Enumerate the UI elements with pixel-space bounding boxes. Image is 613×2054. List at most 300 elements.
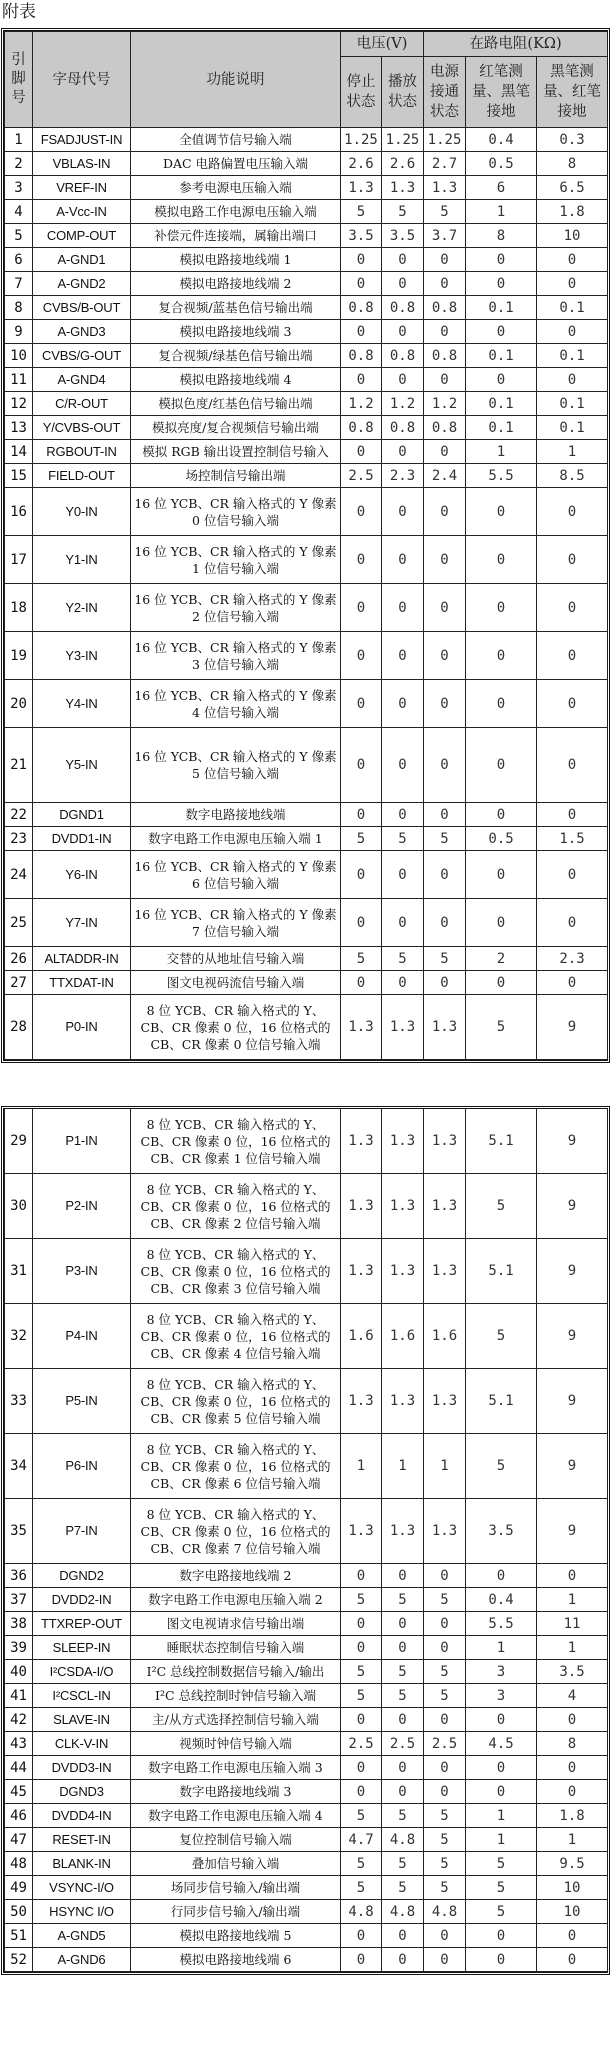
black-probe-resistance-cell: 0 — [537, 1948, 608, 1972]
pin-number-cell: 42 — [5, 1708, 33, 1732]
stop-voltage-cell: 5 — [341, 1876, 382, 1900]
red-probe-resistance-cell: 5 — [466, 995, 537, 1060]
black-probe-resistance-cell: 0 — [537, 632, 608, 680]
letter-code-cell: C/R-OUT — [33, 392, 131, 416]
table-row — [5, 1239, 608, 1304]
pin-number-cell: 7 — [5, 272, 33, 296]
table-row — [5, 827, 608, 851]
letter-code-cell: DGND2 — [33, 1564, 131, 1588]
table-row — [5, 464, 608, 488]
black-probe-resistance-cell: 0 — [537, 1756, 608, 1780]
black-probe-resistance-cell: 1.8 — [537, 1804, 608, 1828]
red-probe-resistance-cell: 0 — [466, 680, 537, 728]
letter-code-cell: A-GND2 — [33, 272, 131, 296]
red-probe-resistance-cell: 0 — [466, 728, 537, 803]
pin-number-cell: 50 — [5, 1900, 33, 1924]
function-description-cell: 16 位 YCB、CR 输入格式的 Y 像素 4 位信号输入端 — [131, 680, 341, 728]
play-voltage-cell: 2.5 — [382, 1732, 424, 1756]
stop-voltage-cell: 0 — [341, 1756, 382, 1780]
play-voltage-cell: 1.2 — [382, 392, 424, 416]
red-probe-resistance-cell: 0 — [466, 632, 537, 680]
table-row — [5, 971, 608, 995]
black-probe-resistance-cell: 0 — [537, 320, 608, 344]
table-row — [5, 1499, 608, 1564]
letter-code-cell: P3-IN — [33, 1239, 131, 1304]
black-probe-resistance-cell: 0.1 — [537, 344, 608, 368]
black-probe-resistance-cell: 3.5 — [537, 1660, 608, 1684]
black-probe-resistance-cell: 0 — [537, 272, 608, 296]
play-voltage-cell: 5 — [382, 1804, 424, 1828]
power-on-resistance-cell: 2.5 — [424, 1732, 466, 1756]
power-on-resistance-cell: 0 — [424, 1780, 466, 1804]
red-probe-resistance-cell: 0 — [466, 584, 537, 632]
table-row — [5, 296, 608, 320]
letter-code-cell: P7-IN — [33, 1499, 131, 1564]
red-probe-resistance-cell: 0.1 — [466, 344, 537, 368]
red-probe-resistance-cell: 0 — [466, 488, 537, 536]
stop-voltage-cell: 0 — [341, 368, 382, 392]
pin-number-cell: 46 — [5, 1804, 33, 1828]
letter-code-cell: SLAVE-IN — [33, 1708, 131, 1732]
stop-voltage-cell: 0 — [341, 1780, 382, 1804]
function-description-cell: 8 位 YCB、CR 输入格式的 Y、CB、CR 像素 0 位，16 位格式的 CB、CR 像素 3 位信号输入端 — [131, 1239, 341, 1304]
table-row — [5, 1304, 608, 1369]
play-voltage-cell: 0 — [382, 1612, 424, 1636]
stop-voltage-cell: 0 — [341, 272, 382, 296]
letter-code-cell: P6-IN — [33, 1434, 131, 1499]
function-description-cell: 16 位 YCB、CR 输入格式的 Y 像素 5 位信号输入端 — [131, 728, 341, 803]
power-on-resistance-cell: 0 — [424, 1948, 466, 1972]
function-description-cell: 8 位 YCB、CR 输入格式的 Y、CB、CR 像素 0 位，16 位格式的 CB、CR 像素 6 位信号输入端 — [131, 1434, 341, 1499]
black-probe-resistance-cell: 9 — [537, 1239, 608, 1304]
red-probe-resistance-cell: 5 — [466, 1434, 537, 1499]
black-probe-resistance-cell: 9 — [537, 1369, 608, 1434]
pin-number-cell: 3 — [5, 176, 33, 200]
black-probe-resistance-cell: 0.3 — [537, 128, 608, 152]
stop-voltage-cell: 0 — [341, 1948, 382, 1972]
pin-table — [4, 31, 608, 1060]
black-probe-resistance-cell: 0 — [537, 1708, 608, 1732]
black-probe-resistance-cell: 0 — [537, 584, 608, 632]
stop-voltage-cell: 2.5 — [341, 1732, 382, 1756]
letter-code-cell: Y1-IN — [33, 536, 131, 584]
function-description-cell: 视频时钟信号输入端 — [131, 1732, 341, 1756]
function-description-cell: 场控制信号输出端 — [131, 464, 341, 488]
power-on-resistance-cell: 0.8 — [424, 296, 466, 320]
function-description-cell: 8 位 YCB、CR 输入格式的 Y、CB、CR 像素 0 位，16 位格式的 CB、CR 像素 7 位信号输入端 — [131, 1499, 341, 1564]
letter-code-cell: Y4-IN — [33, 680, 131, 728]
letter-code-cell: Y6-IN — [33, 851, 131, 899]
pin-number-cell: 6 — [5, 248, 33, 272]
letter-code-cell: P5-IN — [33, 1369, 131, 1434]
black-probe-resistance-cell: 9 — [537, 1499, 608, 1564]
red-probe-resistance-cell: 3 — [466, 1684, 537, 1708]
power-on-resistance-cell: 0 — [424, 368, 466, 392]
table-row — [5, 947, 608, 971]
pin-number-cell: 24 — [5, 851, 33, 899]
function-description-cell: 模拟色度/红基色信号输出端 — [131, 392, 341, 416]
red-probe-resistance-cell: 0 — [466, 851, 537, 899]
power-on-resistance-cell: 0 — [424, 1636, 466, 1660]
play-voltage-cell: 0 — [382, 1564, 424, 1588]
pin-number-cell: 8 — [5, 296, 33, 320]
power-on-resistance-cell: 0 — [424, 1612, 466, 1636]
pin-table-page-1 — [1, 28, 610, 1063]
power-on-resistance-cell: 1.3 — [424, 1499, 466, 1564]
pin-number-cell: 31 — [5, 1239, 33, 1304]
pin-number-cell: 40 — [5, 1660, 33, 1684]
letter-code-cell: TTXDAT-IN — [33, 971, 131, 995]
letter-code-cell: P0-IN — [33, 995, 131, 1060]
stop-voltage-cell: 5 — [341, 947, 382, 971]
header-pin-number: 引脚号 — [5, 32, 33, 128]
black-probe-resistance-cell: 0 — [537, 899, 608, 947]
black-probe-resistance-cell: 1 — [537, 1588, 608, 1612]
pin-number-cell: 1 — [5, 128, 33, 152]
letter-code-cell: A-GND5 — [33, 1924, 131, 1948]
letter-code-cell: RGBOUT-IN — [33, 440, 131, 464]
pin-number-cell: 5 — [5, 224, 33, 248]
red-probe-resistance-cell: 1 — [466, 440, 537, 464]
black-probe-resistance-cell: 2.3 — [537, 947, 608, 971]
play-voltage-cell: 1.3 — [382, 995, 424, 1060]
power-on-resistance-cell: 5 — [424, 1852, 466, 1876]
table-row — [5, 851, 608, 899]
function-description-cell: 模拟亮度/复合视频信号输出端 — [131, 416, 341, 440]
table-row — [5, 176, 608, 200]
black-probe-resistance-cell: 0 — [537, 248, 608, 272]
red-probe-resistance-cell: 0 — [466, 1924, 537, 1948]
power-on-resistance-cell: 4.8 — [424, 1900, 466, 1924]
red-probe-resistance-cell: 5.1 — [466, 1239, 537, 1304]
power-on-resistance-cell: 0 — [424, 728, 466, 803]
pin-number-cell: 49 — [5, 1876, 33, 1900]
function-description-cell: 16 位 YCB、CR 输入格式的 Y 像素 3 位信号输入端 — [131, 632, 341, 680]
function-description-cell: 模拟电路接地线端 3 — [131, 320, 341, 344]
function-description-cell: 行同步信号输入/输出端 — [131, 1900, 341, 1924]
function-description-cell: 交替的从地址信号输入端 — [131, 947, 341, 971]
table-row — [5, 995, 608, 1060]
play-voltage-cell: 1.25 — [382, 128, 424, 152]
power-on-resistance-cell: 3.7 — [424, 224, 466, 248]
black-probe-resistance-cell: 10 — [537, 1876, 608, 1900]
stop-voltage-cell: 0 — [341, 680, 382, 728]
letter-code-cell: HSYNC I/O — [33, 1900, 131, 1924]
letter-code-cell: RESET-IN — [33, 1828, 131, 1852]
red-probe-resistance-cell: 1 — [466, 1636, 537, 1660]
letter-code-cell: VBLAS-IN — [33, 152, 131, 176]
power-on-resistance-cell: 2.4 — [424, 464, 466, 488]
letter-code-cell: P4-IN — [33, 1304, 131, 1369]
pin-number-cell: 9 — [5, 320, 33, 344]
play-voltage-cell: 0 — [382, 1780, 424, 1804]
letter-code-cell: A-GND4 — [33, 368, 131, 392]
red-probe-resistance-cell: 0 — [466, 272, 537, 296]
play-voltage-cell: 0 — [382, 272, 424, 296]
red-probe-resistance-cell: 0 — [466, 1780, 537, 1804]
pin-number-cell: 30 — [5, 1174, 33, 1239]
table-row — [5, 488, 608, 536]
letter-code-cell: DGND3 — [33, 1780, 131, 1804]
red-probe-resistance-cell: 0.4 — [466, 1588, 537, 1612]
stop-voltage-cell: 0 — [341, 1636, 382, 1660]
red-probe-resistance-cell: 8 — [466, 224, 537, 248]
red-probe-resistance-cell: 0 — [466, 1948, 537, 1972]
pin-number-cell: 19 — [5, 632, 33, 680]
power-on-resistance-cell: 0 — [424, 1708, 466, 1732]
play-voltage-cell: 0 — [382, 1756, 424, 1780]
table-row — [5, 152, 608, 176]
table-row — [5, 1660, 608, 1684]
letter-code-cell: SLEEP-IN — [33, 1636, 131, 1660]
red-probe-resistance-cell: 0 — [466, 320, 537, 344]
stop-voltage-cell: 0 — [341, 488, 382, 536]
function-description-cell: 模拟 RGB 输出设置控制信号输入 — [131, 440, 341, 464]
play-voltage-cell: 0 — [382, 1636, 424, 1660]
table-row — [5, 1828, 608, 1852]
stop-voltage-cell: 1.3 — [341, 995, 382, 1060]
play-voltage-cell: 0 — [382, 1708, 424, 1732]
red-probe-resistance-cell: 0 — [466, 248, 537, 272]
pin-number-cell: 18 — [5, 584, 33, 632]
power-on-resistance-cell: 5 — [424, 1804, 466, 1828]
letter-code-cell: I²CSCL-IN — [33, 1684, 131, 1708]
stop-voltage-cell: 0.8 — [341, 416, 382, 440]
pin-number-cell: 34 — [5, 1434, 33, 1499]
pin-number-cell: 23 — [5, 827, 33, 851]
pin-number-cell: 48 — [5, 1852, 33, 1876]
pin-number-cell: 2 — [5, 152, 33, 176]
function-description-cell: 数字电路工作电源电压输入端 2 — [131, 1588, 341, 1612]
power-on-resistance-cell: 5 — [424, 1588, 466, 1612]
letter-code-cell: FSADJUST-IN — [33, 128, 131, 152]
black-probe-resistance-cell: 9 — [537, 1174, 608, 1239]
play-voltage-cell: 0 — [382, 1948, 424, 1972]
table-row — [5, 1636, 608, 1660]
stop-voltage-cell: 1.2 — [341, 392, 382, 416]
play-voltage-cell: 0 — [382, 728, 424, 803]
black-probe-resistance-cell: 9 — [537, 1109, 608, 1174]
power-on-resistance-cell: 0 — [424, 536, 466, 584]
stop-voltage-cell: 0 — [341, 899, 382, 947]
pin-number-cell: 13 — [5, 416, 33, 440]
function-description-cell: 数字电路接地线端 — [131, 803, 341, 827]
red-probe-resistance-cell: 1 — [466, 200, 537, 224]
black-probe-resistance-cell: 0 — [537, 680, 608, 728]
table-row — [5, 128, 608, 152]
pin-number-cell: 20 — [5, 680, 33, 728]
black-probe-resistance-cell: 11 — [537, 1612, 608, 1636]
stop-voltage-cell: 0 — [341, 1612, 382, 1636]
table-row — [5, 1708, 608, 1732]
red-probe-resistance-cell: 0 — [466, 971, 537, 995]
stop-voltage-cell: 5 — [341, 1588, 382, 1612]
function-description-cell: 8 位 YCB、CR 输入格式的 Y、CB、CR 像素 0 位，16 位格式的 CB、CR 像素 2 位信号输入端 — [131, 1174, 341, 1239]
stop-voltage-cell: 1.25 — [341, 128, 382, 152]
letter-code-cell: P2-IN — [33, 1174, 131, 1239]
pin-number-cell: 29 — [5, 1109, 33, 1174]
pin-number-cell: 21 — [5, 728, 33, 803]
header-voltage-group: 电压(V) — [341, 32, 424, 57]
red-probe-resistance-cell: 0 — [466, 1708, 537, 1732]
play-voltage-cell: 0 — [382, 488, 424, 536]
play-voltage-cell: 0 — [382, 971, 424, 995]
black-probe-resistance-cell: 9.5 — [537, 1852, 608, 1876]
power-on-resistance-cell: 0 — [424, 680, 466, 728]
function-description-cell: 8 位 YCB、CR 输入格式的 Y、CB、CR 像素 0 位，16 位格式的 CB、CR 像素 4 位信号输入端 — [131, 1304, 341, 1369]
table-row — [5, 1369, 608, 1434]
red-probe-resistance-cell: 0.5 — [466, 827, 537, 851]
pin-number-cell: 35 — [5, 1499, 33, 1564]
header-letter-code: 字母代号 — [33, 32, 131, 128]
function-description-cell: 叠加信号输入端 — [131, 1852, 341, 1876]
stop-voltage-cell: 0.8 — [341, 344, 382, 368]
pin-table-body-1 — [5, 128, 608, 1060]
play-voltage-cell: 1.3 — [382, 176, 424, 200]
table-row — [5, 272, 608, 296]
letter-code-cell: A-GND6 — [33, 1948, 131, 1972]
function-description-cell: 模拟电路接地线端 2 — [131, 272, 341, 296]
pin-number-cell: 16 — [5, 488, 33, 536]
table-row — [5, 1174, 608, 1239]
red-probe-resistance-cell: 0 — [466, 368, 537, 392]
red-probe-resistance-cell: 0.1 — [466, 416, 537, 440]
letter-code-cell: VREF-IN — [33, 176, 131, 200]
power-on-resistance-cell: 1.3 — [424, 1174, 466, 1239]
black-probe-resistance-cell: 0.1 — [537, 416, 608, 440]
power-on-resistance-cell: 0 — [424, 248, 466, 272]
table-row — [5, 1684, 608, 1708]
letter-code-cell: CLK-V-IN — [33, 1732, 131, 1756]
function-description-cell: 数字电路工作电源电压输入端 1 — [131, 827, 341, 851]
pin-number-cell: 45 — [5, 1780, 33, 1804]
pin-number-cell: 25 — [5, 899, 33, 947]
letter-code-cell: TTXREP-OUT — [33, 1612, 131, 1636]
pin-number-cell: 52 — [5, 1948, 33, 1972]
stop-voltage-cell: 5 — [341, 1852, 382, 1876]
power-on-resistance-cell: 0 — [424, 899, 466, 947]
stop-voltage-cell: 0 — [341, 632, 382, 680]
red-probe-resistance-cell: 2 — [466, 947, 537, 971]
play-voltage-cell: 5 — [382, 200, 424, 224]
function-description-cell: 场同步信号输入/输出端 — [131, 1876, 341, 1900]
black-probe-resistance-cell: 0 — [537, 851, 608, 899]
table-row — [5, 1804, 608, 1828]
function-description-cell: 数字电路接地线端 3 — [131, 1780, 341, 1804]
black-probe-resistance-cell: 1.8 — [537, 200, 608, 224]
power-on-resistance-cell: 0 — [424, 320, 466, 344]
red-probe-resistance-cell: 5 — [466, 1900, 537, 1924]
play-voltage-cell: 5 — [382, 1876, 424, 1900]
play-voltage-cell: 1.3 — [382, 1174, 424, 1239]
power-on-resistance-cell: 0 — [424, 803, 466, 827]
black-probe-resistance-cell: 4 — [537, 1684, 608, 1708]
power-on-resistance-cell: 5 — [424, 1876, 466, 1900]
power-on-resistance-cell: 0 — [424, 440, 466, 464]
stop-voltage-cell: 5 — [341, 827, 382, 851]
table-row — [5, 728, 608, 803]
table-row — [5, 1109, 608, 1174]
stop-voltage-cell: 5 — [341, 200, 382, 224]
stop-voltage-cell: 0 — [341, 851, 382, 899]
letter-code-cell: DVDD4-IN — [33, 1804, 131, 1828]
red-probe-resistance-cell: 0 — [466, 899, 537, 947]
power-on-resistance-cell: 1.6 — [424, 1304, 466, 1369]
black-probe-resistance-cell: 8 — [537, 152, 608, 176]
pin-number-cell: 32 — [5, 1304, 33, 1369]
power-on-resistance-cell: 1.3 — [424, 1239, 466, 1304]
header-black-probe: 黑笔测量、红笔接地 — [537, 57, 608, 128]
stop-voltage-cell: 1.3 — [341, 1369, 382, 1434]
power-on-resistance-cell: 5 — [424, 947, 466, 971]
power-on-resistance-cell: 0 — [424, 1756, 466, 1780]
table-row — [5, 224, 608, 248]
table-row — [5, 440, 608, 464]
play-voltage-cell: 4.8 — [382, 1828, 424, 1852]
black-probe-resistance-cell: 9 — [537, 995, 608, 1060]
table-row — [5, 1780, 608, 1804]
letter-code-cell: VSYNC-I/O — [33, 1876, 131, 1900]
function-description-cell: 数字电路工作电源电压输入端 3 — [131, 1756, 341, 1780]
function-description-cell: 8 位 YCB、CR 输入格式的 Y、CB、CR 像素 0 位，16 位格式的 CB、CR 像素 0 位信号输入端 — [131, 995, 341, 1060]
stop-voltage-cell: 5 — [341, 1684, 382, 1708]
function-description-cell: 16 位 YCB、CR 输入格式的 Y 像素 0 位信号输入端 — [131, 488, 341, 536]
red-probe-resistance-cell: 1 — [466, 1828, 537, 1852]
black-probe-resistance-cell: 0 — [537, 1780, 608, 1804]
stop-voltage-cell: 0 — [341, 536, 382, 584]
pin-number-cell: 10 — [5, 344, 33, 368]
power-on-resistance-cell: 0 — [424, 272, 466, 296]
table-row — [5, 1564, 608, 1588]
play-voltage-cell: 0.8 — [382, 296, 424, 320]
red-probe-resistance-cell: 5.5 — [466, 464, 537, 488]
stop-voltage-cell: 3.5 — [341, 224, 382, 248]
function-description-cell: 参考电源电压输入端 — [131, 176, 341, 200]
stop-voltage-cell: 5 — [341, 1804, 382, 1828]
power-on-resistance-cell: 5 — [424, 1828, 466, 1852]
stop-voltage-cell: 0 — [341, 1564, 382, 1588]
red-probe-resistance-cell: 0 — [466, 1564, 537, 1588]
letter-code-cell: Y0-IN — [33, 488, 131, 536]
play-voltage-cell: 0 — [382, 803, 424, 827]
function-description-cell: 模拟电路接地线端 1 — [131, 248, 341, 272]
table-row — [5, 416, 608, 440]
pin-number-cell: 43 — [5, 1732, 33, 1756]
black-probe-resistance-cell: 0 — [537, 728, 608, 803]
power-on-resistance-cell: 0 — [424, 1564, 466, 1588]
table-row — [5, 1900, 608, 1924]
red-probe-resistance-cell: 0.5 — [466, 152, 537, 176]
power-on-resistance-cell: 0 — [424, 584, 466, 632]
stop-voltage-cell: 0.8 — [341, 296, 382, 320]
pin-number-cell: 4 — [5, 200, 33, 224]
function-description-cell: 模拟电路接地线端 4 — [131, 368, 341, 392]
function-description-cell: 图文电视码流信号输入端 — [131, 971, 341, 995]
power-on-resistance-cell: 0 — [424, 1924, 466, 1948]
pin-table-body-2 — [5, 1109, 608, 1972]
red-probe-resistance-cell: 0.1 — [466, 392, 537, 416]
pin-number-cell: 33 — [5, 1369, 33, 1434]
pin-number-cell: 12 — [5, 392, 33, 416]
letter-code-cell: A-GND1 — [33, 248, 131, 272]
power-on-resistance-cell: 5 — [424, 1684, 466, 1708]
stop-voltage-cell: 1.3 — [341, 1174, 382, 1239]
function-description-cell: 数字电路工作电源电压输入端 4 — [131, 1804, 341, 1828]
play-voltage-cell: 1 — [382, 1434, 424, 1499]
stop-voltage-cell: 0 — [341, 248, 382, 272]
table-row — [5, 344, 608, 368]
red-probe-resistance-cell: 0.4 — [466, 128, 537, 152]
